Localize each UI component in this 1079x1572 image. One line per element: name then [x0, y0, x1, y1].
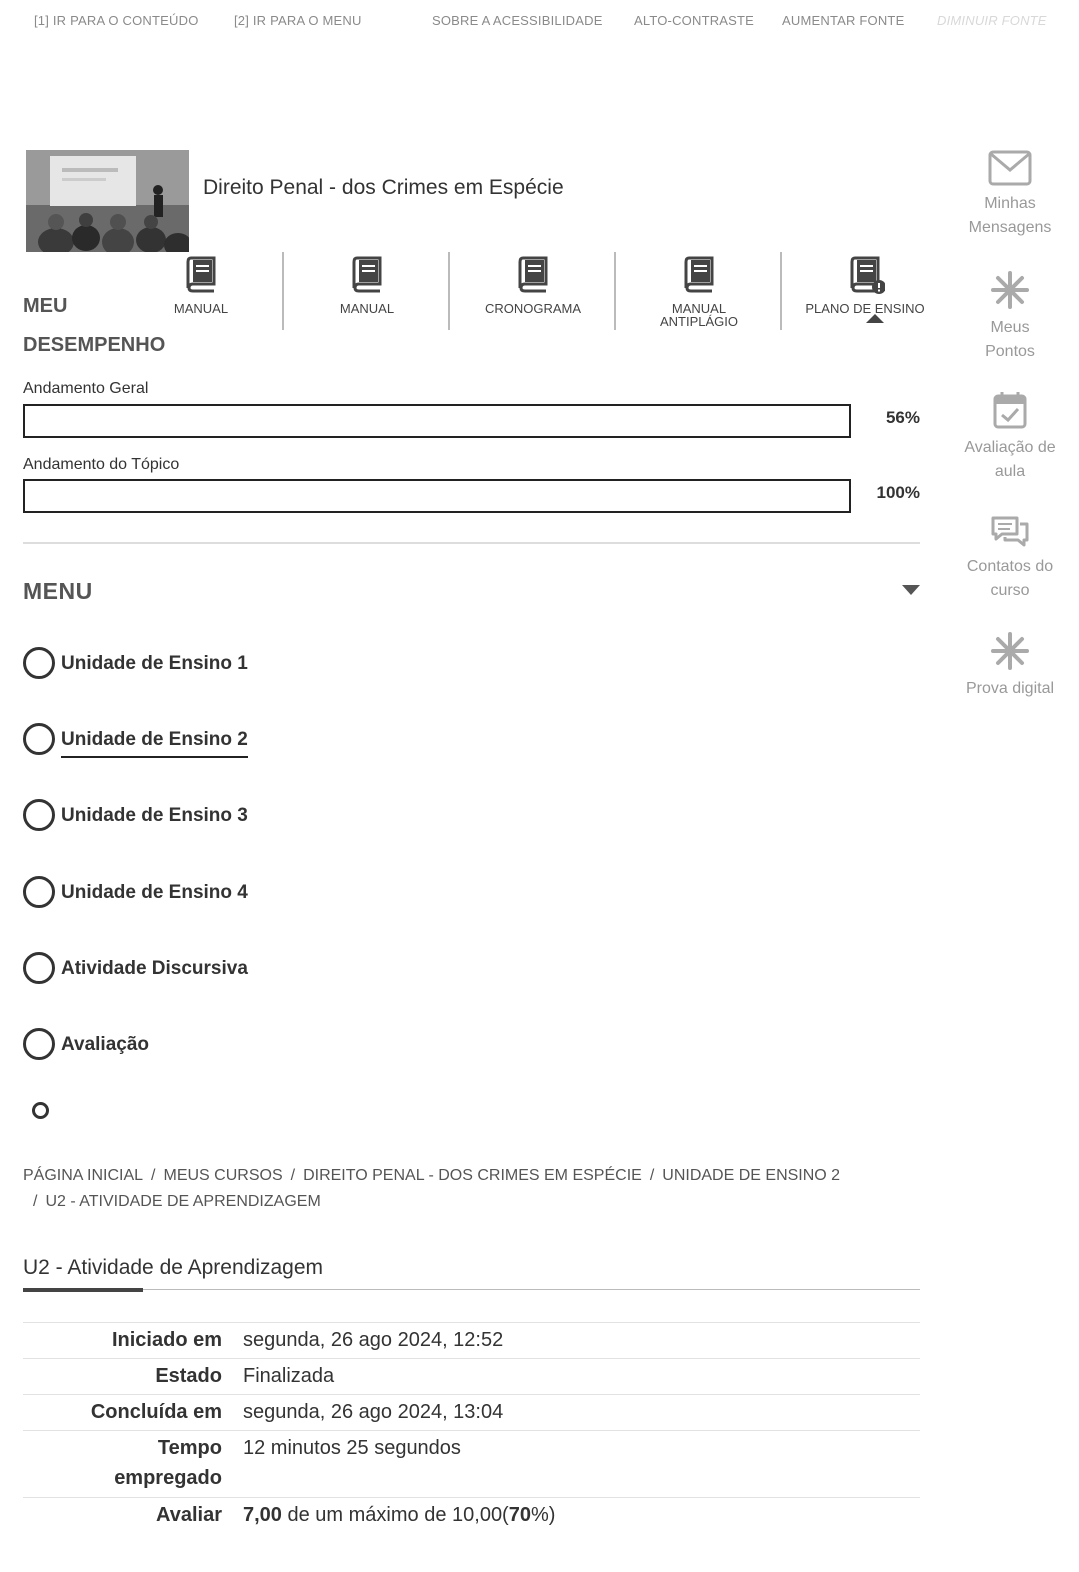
sidebar-label: Avaliação de aula: [964, 439, 1056, 480]
sidebar-label: Prova digital: [965, 680, 1055, 697]
sidebar-class-evaluation[interactable]: [950, 390, 1070, 484]
status-circle-icon: [23, 876, 55, 908]
menu-item-label: Avaliação: [61, 1034, 150, 1055]
quick-link-label: PLANO DE ENSINO: [805, 301, 925, 316]
status-circle-icon: [23, 799, 55, 831]
quick-link-plano-de-ensino[interactable]: [782, 252, 948, 330]
quick-link-label: MANUAL: [173, 301, 229, 316]
topic-progress-bar: [23, 479, 851, 513]
summary-value: segunda, 26 ago 2024, 13:04: [243, 1401, 504, 1423]
breadcrumb-home[interactable]: PÁGINA INICIAL: [23, 1167, 144, 1184]
section-divider: [23, 542, 920, 544]
summary-row-time: [23, 1430, 920, 1498]
book-icon: [513, 254, 553, 294]
menu-item-label: Unidade de Ensino 2: [61, 729, 248, 758]
increase-font-link[interactable]: AUMENTAR FONTE: [782, 13, 905, 28]
summary-value: 7,00 de um máximo de 10,00(70%): [243, 1504, 556, 1526]
snowflake-icon: [990, 631, 1030, 671]
status-circle-icon: [23, 647, 55, 679]
page-title: U2 - Atividade de Aprendizagem: [23, 1256, 324, 1279]
breadcrumb-course[interactable]: DIREITO PENAL - DOS CRIMES EM ESPÉCIE: [303, 1167, 642, 1184]
overall-progress-label: Andamento Geral: [23, 380, 149, 397]
high-contrast-link[interactable]: ALTO-CONTRASTE: [634, 13, 755, 28]
course-thumbnail: [26, 150, 189, 252]
topic-progress-label: Andamento do Tópico: [23, 456, 180, 473]
summary-row-started: [23, 1322, 920, 1359]
breadcrumb: PÁGINA INICIAL / MEUS CURSOS / DIREITO PENAL - DOS CRIMES EM ESPÉCIE / UNIDADE DE ENSINO 2 / U2 - ATIVIDADE DE APRENDIZAGEM: [23, 1167, 841, 1210]
summary-label: Tempo empregado: [114, 1437, 222, 1489]
status-circle-icon: [23, 1028, 55, 1060]
book-icon: [181, 254, 221, 294]
summary-value: segunda, 26 ago 2024, 12:52: [243, 1329, 504, 1351]
status-circle-icon: [23, 723, 55, 755]
skip-to-menu-link[interactable]: [2] IR PARA O MENU: [234, 13, 362, 28]
summary-value: 12 minutos 25 segundos: [243, 1437, 461, 1459]
title-accent: [23, 1288, 143, 1292]
summary-label: Avaliar: [156, 1504, 222, 1526]
grade-percent: 70: [508, 1504, 531, 1526]
sidebar-digital-exam[interactable]: [950, 631, 1070, 701]
overall-progress-bar: [23, 404, 851, 438]
sidebar-my-points[interactable]: [950, 270, 1070, 364]
sidebar-course-contacts[interactable]: [950, 515, 1070, 603]
quick-link-manual[interactable]: [284, 252, 450, 330]
book-icon: [347, 254, 387, 294]
chat-bubbles-icon: [990, 515, 1030, 549]
sidebar-label: Meus Pontos: [985, 319, 1035, 360]
menu-title[interactable]: MENU: [23, 578, 93, 604]
grade-score: 7,00: [243, 1504, 282, 1526]
snowflake-icon: [990, 270, 1030, 310]
summary-label: Estado: [155, 1365, 222, 1387]
caret-down-icon[interactable]: [902, 585, 920, 595]
breadcrumb-activity[interactable]: U2 - ATIVIDADE DE APRENDIZAGEM: [45, 1193, 321, 1210]
quick-link-label: MANUAL ANTIPLÁGIO: [659, 301, 739, 329]
about-accessibility-link[interactable]: SOBRE A ACESSIBILIDADE: [432, 13, 603, 28]
summary-row-state: [23, 1358, 920, 1395]
sidebar-label: Minhas Mensagens: [968, 195, 1052, 236]
summary-label: Iniciado em: [111, 1329, 222, 1351]
summary-row-completed: [23, 1394, 920, 1431]
breadcrumb-unit[interactable]: UNIDADE DE ENSINO 2: [662, 1167, 841, 1184]
calendar-check-icon: [992, 390, 1028, 430]
quick-link-label: MANUAL: [339, 301, 395, 316]
book-alert-icon: [845, 254, 885, 294]
decrease-font-link[interactable]: DIMINUIR FONTE: [937, 13, 1047, 28]
overall-progress-percent: 56%: [885, 408, 920, 427]
quick-link-cronograma[interactable]: [450, 252, 616, 330]
quick-link-manual-antipl-gio[interactable]: [616, 252, 782, 330]
book-icon: [679, 254, 719, 294]
summary-row-grade: [23, 1497, 920, 1534]
summary-label: Concluída em: [90, 1401, 222, 1423]
sidebar-my-messages[interactable]: [950, 150, 1070, 240]
quick-link-label: CRONOGRAMA: [484, 301, 582, 316]
performance-heading: MEU DESEMPENHO: [23, 295, 166, 356]
title-underline: [23, 1289, 920, 1290]
course-title[interactable]: Direito Penal - dos Crimes em Espécie: [203, 176, 564, 199]
status-circle-icon: [32, 1102, 49, 1119]
caret-up-icon[interactable]: [866, 314, 884, 323]
envelope-icon: [988, 150, 1032, 186]
status-circle-icon: [23, 952, 55, 984]
summary-value: Finalizada: [243, 1365, 335, 1387]
sidebar-label: Contatos do curso: [966, 558, 1054, 599]
menu-item-label: Atividade Discursiva: [61, 958, 248, 979]
topic-progress-percent: 100%: [876, 483, 920, 502]
skip-to-content-link[interactable]: [1] IR PARA O CONTEÚDO: [34, 13, 199, 28]
breadcrumb-my-courses[interactable]: MEUS CURSOS: [163, 1167, 283, 1184]
menu-item-label: Unidade de Ensino 1: [61, 653, 248, 674]
menu-item-label: Unidade de Ensino 4: [61, 882, 248, 903]
menu-item-label: Unidade de Ensino 3: [61, 805, 248, 826]
